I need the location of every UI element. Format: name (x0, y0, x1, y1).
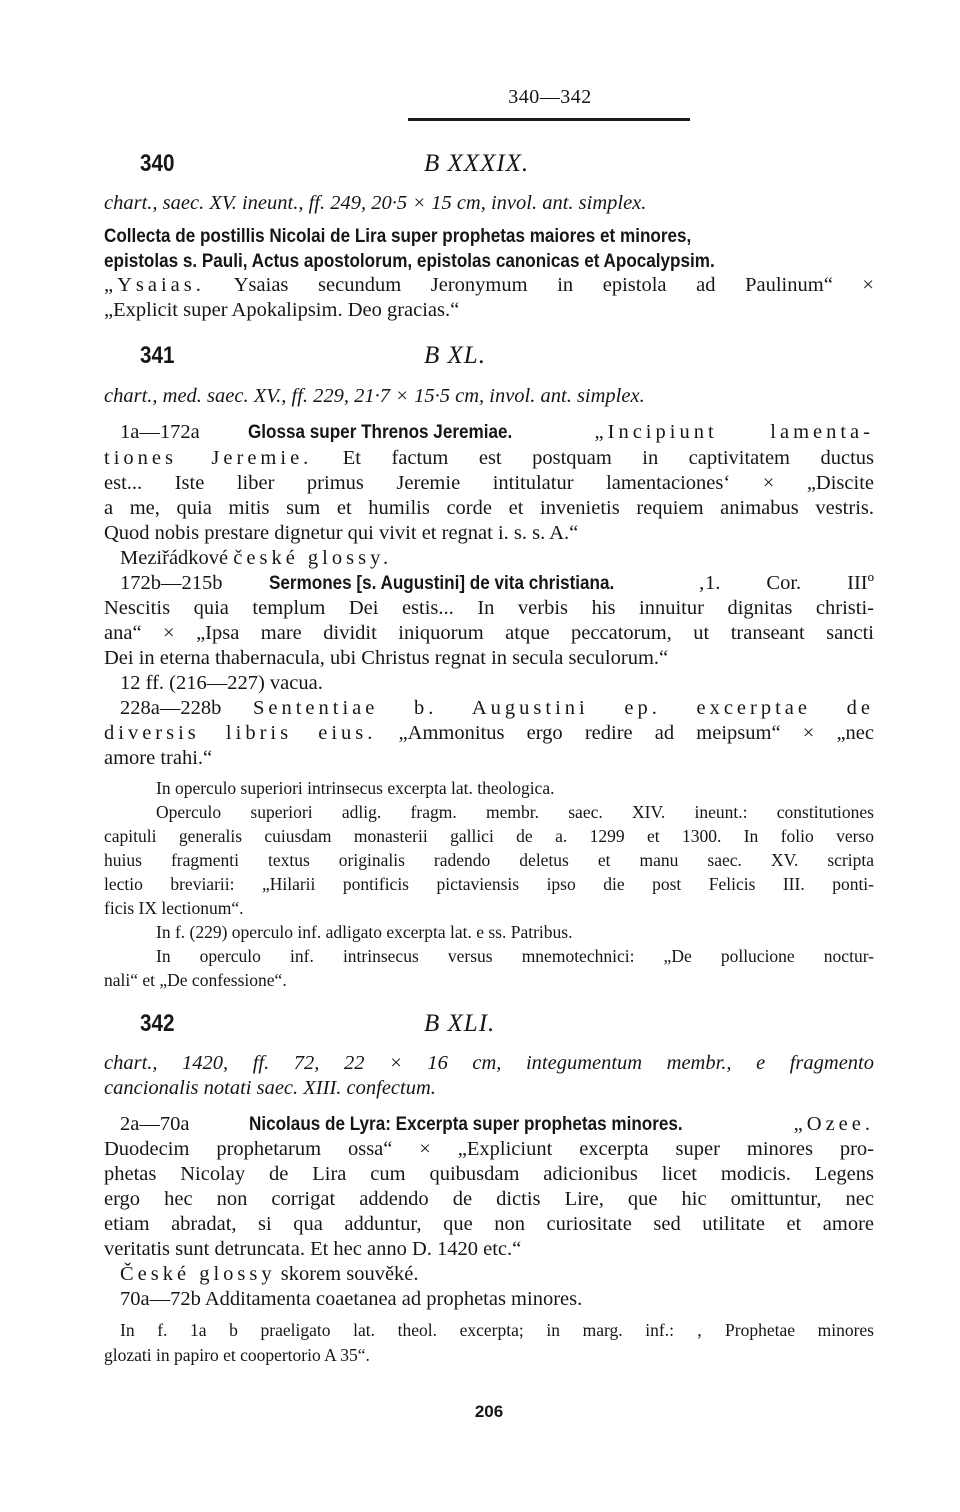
entry-number: 340 (140, 150, 175, 177)
entry-342-glosses: České glossy skorem souvěké. (120, 1263, 419, 1285)
entry-341-item-line: a me, quia mitis sum et humilis corde et invenietis requiem animabus vestris. (104, 497, 874, 519)
entry-341-note: lectio breviarii: „Hilarii pontificis pictaviensis ipso die post Felicis III. ponti- (104, 874, 874, 894)
entry-342-note: glozati in papiro et coopertorio A 35“. (104, 1345, 370, 1365)
entry-341-heading (104, 342, 874, 376)
entry-340-description: chart., saec. XV. ineunt., ff. 249, 20·5 × 15 cm, invol. ant. simplex. (104, 192, 647, 214)
entry-342-item-line: phetas Nicolay de Lira cum quibusdam adicionibus licet modicis. Legens (104, 1163, 874, 1185)
entry-341-note: ficis IX lectionum“. (104, 898, 244, 918)
entry-342-item-line: 2a—70a Nicolaus de Lyra: Excerpta super prophetas minores. „Ozee. (120, 1113, 874, 1135)
entry-342-heading (104, 1010, 874, 1044)
entry-341-note: In f. (229) operculo inf. adligato excerpta lat. e ss. Patribus. (156, 922, 573, 942)
entry-341-item-line: diversis libris eius. „Ammonitus ergo redire ad meipsum“ × „nec (104, 722, 875, 744)
entry-342-item-line: 70a—72b Additamenta coaetanea ad prophetas minores. (120, 1288, 583, 1310)
entry-341-item-line: est... Iste liber primus Jeremie intitulatur lamentaciones‘ × „Discite (104, 472, 874, 494)
entry-340-title-line: epistolas s. Pauli, Actus apostolorum, epistolas canonicas et Apocalypsim. (104, 251, 715, 272)
entry-341-item-line: 172b—215b Sermones [s. Augustini] de vita christiana. ‚1. Cor. IIIº (120, 572, 874, 594)
page-number: 206 (474, 1402, 504, 1421)
entry-341-note: nali“ et „De confessione“. (104, 970, 287, 990)
entry-340-title-line: Collecta de postillis Nicolai de Lira super prophetas maiores et minores, (104, 226, 692, 247)
entry-341-description: chart., med. saec. XV., ff. 229, 21·7 × 15·5 cm, invol. ant. simplex. (104, 385, 645, 407)
entry-342-description: chart., 1420, ff. 72, 22 × 16 cm, integumentum membr., e fragmento (104, 1052, 874, 1074)
entry-341-glosses: Meziřádkové české glossy. (120, 547, 393, 569)
entry-340-explicit: „Explicit super Apokalipsim. Deo gracias.“ (104, 299, 460, 321)
shelfmark: B XXXIX. (424, 150, 530, 177)
entry-342-note: In f. 1a b praeligato lat. theol. excerpta; in marg. inf.: ‚ Prophetae minores (120, 1320, 874, 1340)
entry-340-incipit: „Ysaias. Ysaias secundum Jeronymum in epistola ad Paulinum“ × (104, 274, 874, 296)
entry-342-item-line: Duodecim prophetarum ossa“ × „Expliciunt excerpta super minores pro- (104, 1138, 874, 1160)
entry-341-note: In operculo superiori intrinsecus excerpta lat. theologica. (156, 778, 555, 798)
entry-number: 342 (140, 1010, 175, 1037)
entry-341-item-line: 228a—228b Sententiae b. Augustini ep. excerptae de (120, 697, 874, 719)
entry-341-item-line: Dei in eterna thabernacula, ubi Christus regnat in secula seculorum.“ (104, 647, 669, 669)
entry-341-item-line: Nescitis quia templum Dei estis... In verbis his innuitur dignitas christi- (104, 597, 874, 619)
entry-341-note: capituli generalis cuiusdam monasterii gallici de a. 1299 et 1300. In folio verso (104, 826, 874, 846)
entry-341-item-line: 1a—172a Glossa super Threnos Jeremiae. „Incipiunt lamenta- (120, 421, 874, 443)
entry-341-item-line: amore trahi.“ (104, 747, 213, 769)
entry-341-vacua: 12 ff. (216—227) vacua. (120, 672, 323, 694)
entry-342-item-line: veritatis sunt detruncata. Et hec anno D. 1420 etc.“ (104, 1238, 522, 1260)
entry-341-note: huius fragmenti textus originalis radendo deletus et manu saec. XV. scripta (104, 850, 874, 870)
entry-number: 341 (140, 342, 175, 369)
entry-341-note: In operculo inf. intrinsecus versus mnemotechnici: „De pollucione noctur- (156, 946, 874, 966)
entry-341-item-line: Quod nobis prestare dignetur qui vivit et regnat i. s. s. A.“ (104, 522, 579, 544)
shelfmark: B XL. (424, 342, 486, 369)
entry-342-item-line: ergo hec non corrigat addendo de dictis Lire, que hic omittuntur, nec (104, 1188, 874, 1210)
header-rule (408, 118, 690, 121)
running-head: 340—342 (508, 86, 592, 108)
entry-341-item-line: ana“ × „Ipsa mare dividit iniquorum atque peccatorum, ut transeant sancti (104, 622, 874, 644)
entry-341-note: Operculo superiori adlig. fragm. membr. saec. XIV. ineunt.: constitutiones (156, 802, 874, 822)
entry-342-item-line: etiam abradat, si qua adduntur, que non curiositate sed utilitate et amore (104, 1213, 874, 1235)
entry-342-description: cancionalis notati saec. XIII. confectum. (104, 1077, 436, 1099)
shelfmark: B XLI. (424, 1010, 496, 1037)
entry-341-item-line: tiones Jeremie. Et factum est postquam in captivitatem ductus (104, 447, 874, 469)
entry-340-heading (104, 150, 874, 184)
